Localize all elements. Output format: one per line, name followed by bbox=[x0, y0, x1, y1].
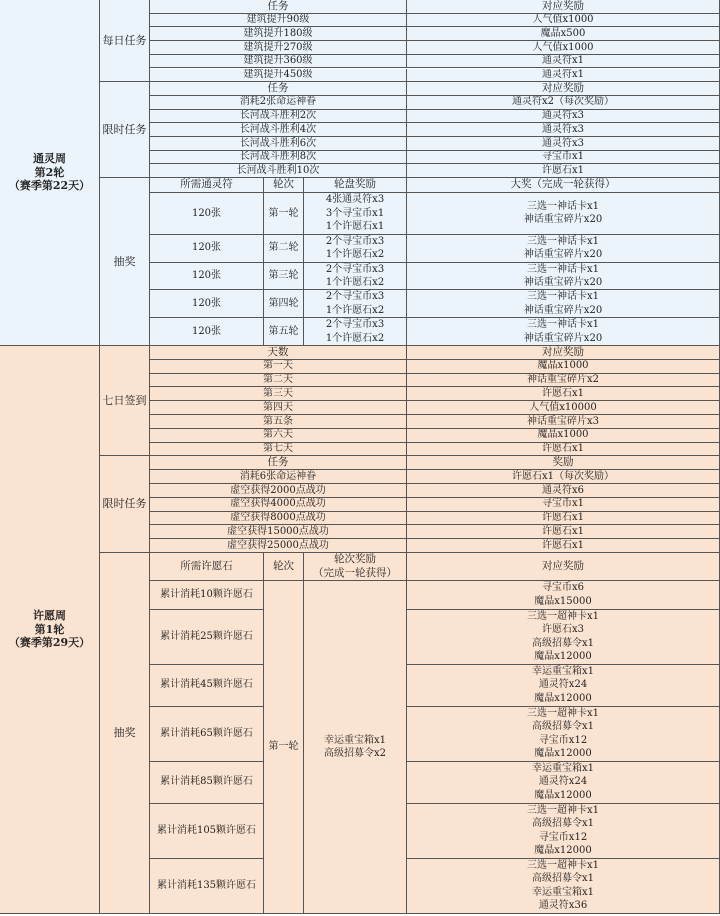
week2-label-line: 第1轮 bbox=[34, 622, 65, 636]
lottery-wheel-rewards bbox=[304, 263, 407, 291]
limited-header-reward: 对应奖励 bbox=[407, 82, 720, 96]
signin-reward: 神话重宝碎片x3 bbox=[407, 415, 720, 429]
limited2-reward: 许愿石x1 bbox=[407, 525, 720, 539]
daily-task: 建筑提升180级 bbox=[150, 27, 407, 41]
lottery2-header-round-reward-line: （完成一轮获得） bbox=[313, 566, 397, 579]
signin-day: 第五条 bbox=[150, 415, 407, 429]
lottery-wheel-rewards-line: 1个许愿石x2 bbox=[325, 277, 385, 288]
lottery-wheel-rewards-line: 2个寻宝币x3 bbox=[325, 319, 385, 331]
lottery-label-2: 抽奖 bbox=[100, 553, 150, 914]
lottery2-header-round-reward-line: 轮次奖励 bbox=[334, 553, 376, 565]
lottery2-cost: 累计消耗45颗许愿石 bbox=[150, 665, 264, 707]
signin-reward: 魔晶x1000 bbox=[407, 429, 720, 443]
lottery2-rewards-line: 魔晶x12000 bbox=[534, 845, 592, 857]
signin-reward: 人气值x10000 bbox=[407, 401, 720, 415]
lottery2-cost: 累计消耗10颗许愿石 bbox=[150, 581, 264, 610]
lottery-round: 第三轮 bbox=[264, 263, 304, 291]
lottery-round: 第二轮 bbox=[264, 235, 304, 263]
lottery-grand-prize bbox=[407, 193, 720, 235]
signin-day: 第一天 bbox=[150, 360, 407, 374]
lottery2-round-reward-line: 高级招募令x2 bbox=[323, 748, 386, 759]
lottery-grand-prize bbox=[407, 263, 720, 291]
limited2-task: 虚空获得8000点战功 bbox=[150, 512, 407, 526]
lottery-wheel-rewards-line: 1个许愿石x2 bbox=[325, 249, 385, 261]
signin-day: 第七天 bbox=[150, 443, 407, 457]
limited-task: 长河战斗胜利6次 bbox=[150, 137, 407, 151]
lottery-grand-prize-line: 神话重宝碎片x20 bbox=[523, 214, 603, 226]
signin-reward: 许愿石x1 bbox=[407, 443, 720, 457]
week2-label-line: （赛季第29天） bbox=[8, 636, 91, 650]
week2-label bbox=[0, 346, 100, 914]
limited2-task: 消耗6张命运神眷 bbox=[150, 470, 407, 484]
lottery2-rewards-line: 魔晶x12000 bbox=[534, 748, 592, 760]
lottery2-rewards-line: 三选一超神卡x1 bbox=[526, 859, 599, 871]
lottery-grand-prize-line: 三选一神话卡x1 bbox=[526, 263, 599, 275]
limited2-reward: 许愿石x1 bbox=[407, 512, 720, 526]
lottery2-rewards-line: 通灵符x24 bbox=[538, 679, 588, 691]
lottery2-rewards-line: 魔晶x12000 bbox=[534, 692, 592, 704]
signin-day: 第六天 bbox=[150, 429, 407, 443]
lottery2-rewards-line: 寻宝币x12 bbox=[538, 831, 588, 843]
limited-reward: 通灵符x3 bbox=[407, 123, 720, 137]
lottery-cost: 120张 bbox=[150, 235, 264, 263]
limited2-reward: 通灵符x6 bbox=[407, 484, 720, 498]
lottery-cost: 120张 bbox=[150, 193, 264, 235]
limited-reward: 寻宝币x1 bbox=[407, 151, 720, 165]
lottery-grand-prize bbox=[407, 235, 720, 263]
limited-reward: 许愿石x1 bbox=[407, 164, 720, 178]
daily-tasks-label: 每日任务 bbox=[100, 0, 150, 82]
lottery2-rewards bbox=[407, 665, 720, 707]
signin-day: 第二天 bbox=[150, 374, 407, 388]
lottery2-rewards bbox=[407, 707, 720, 762]
lottery2-rewards-line: 幸运重宝箱x1 bbox=[531, 665, 594, 677]
daily-task: 建筑提升360级 bbox=[150, 55, 407, 69]
lottery-wheel-rewards bbox=[304, 235, 407, 263]
lottery2-rewards-line: 高级招募令x1 bbox=[531, 637, 594, 649]
limited-header-task: 任务 bbox=[150, 82, 407, 96]
lottery2-cost: 累计消耗25颗许愿石 bbox=[150, 610, 264, 665]
limited-task: 长河战斗胜利4次 bbox=[150, 123, 407, 137]
signin-header-reward: 对应奖励 bbox=[407, 346, 720, 360]
lottery2-cost: 累计消耗105颗许愿石 bbox=[150, 804, 264, 859]
week1-label-line: 第2轮 bbox=[34, 165, 65, 179]
lottery-round: 第一轮 bbox=[264, 193, 304, 235]
lottery-wheel-rewards bbox=[304, 318, 407, 346]
lottery-grand-prize-line: 神话重宝碎片x20 bbox=[523, 332, 603, 344]
lottery2-rewards-line: 高级招募令x1 bbox=[531, 873, 594, 885]
lottery2-cost: 累计消耗85颗许愿石 bbox=[150, 762, 264, 804]
lottery-grand-prize-line: 神话重宝碎片x20 bbox=[523, 277, 603, 288]
lottery2-rewards-line: 魔晶x15000 bbox=[534, 595, 592, 607]
lottery2-rewards-line: 三选一超神卡x1 bbox=[526, 804, 599, 816]
lottery2-round: 第一轮 bbox=[264, 581, 304, 914]
lottery2-header-round-reward bbox=[304, 553, 407, 581]
lottery-grand-prize-line: 神话重宝碎片x20 bbox=[523, 304, 603, 316]
limited-tasks-label: 限时任务 bbox=[100, 82, 150, 178]
lottery2-cost: 累计消耗65颗许愿石 bbox=[150, 707, 264, 762]
lottery2-rewards-line: 幸运重宝箱x1 bbox=[531, 762, 594, 774]
lottery2-rewards-line: 寻宝币x6 bbox=[541, 582, 584, 594]
lottery-wheel-rewards-line: 3个寻宝币x1 bbox=[325, 207, 385, 219]
daily-task: 建筑提升90级 bbox=[150, 14, 407, 28]
daily-reward: 通灵符x1 bbox=[407, 55, 720, 69]
lottery-label: 抽奖 bbox=[100, 178, 150, 346]
daily-reward: 人气值x1000 bbox=[407, 41, 720, 55]
lottery2-rewards bbox=[407, 804, 720, 859]
week2-label-line: 许愿周 bbox=[33, 609, 66, 623]
signin-reward: 魔晶x1000 bbox=[407, 360, 720, 374]
lottery-grand-prize-line: 三选一神话卡x1 bbox=[526, 200, 599, 212]
limited-reward: 通灵符x3 bbox=[407, 110, 720, 124]
limited2-reward: 许愿石x1（每次奖励） bbox=[407, 470, 720, 484]
signin-label: 七日签到 bbox=[100, 346, 150, 456]
lottery2-rewards bbox=[407, 581, 720, 610]
week1-label bbox=[0, 0, 100, 346]
lottery2-rewards-line: 许愿石x3 bbox=[541, 624, 584, 636]
lottery2-rewards bbox=[407, 859, 720, 914]
lottery2-round-reward bbox=[304, 581, 407, 914]
lottery2-rewards bbox=[407, 762, 720, 804]
limited2-task: 虚空获得2000点战功 bbox=[150, 484, 407, 498]
signin-reward: 许愿石x1 bbox=[407, 387, 720, 401]
lottery2-round-reward-line: 幸运重宝箱x1 bbox=[323, 734, 386, 746]
daily-task: 建筑提升270级 bbox=[150, 41, 407, 55]
lottery2-rewards-line: 三选一超神卡x1 bbox=[526, 610, 599, 622]
lottery2-rewards-line: 魔晶x12000 bbox=[534, 651, 592, 663]
lottery2-rewards-line: 三选一超神卡x1 bbox=[526, 707, 599, 719]
limited-reward: 通灵符x2（每次奖励） bbox=[407, 96, 720, 110]
limited-tasks-label-2: 限时任务 bbox=[100, 456, 150, 553]
limited-task: 长河战斗胜利10次 bbox=[150, 164, 407, 178]
lottery2-rewards-line: 高级招募令x1 bbox=[531, 721, 594, 733]
lottery2-rewards-line: 寻宝币x12 bbox=[538, 734, 588, 746]
lottery2-header-reward: 对应奖励 bbox=[407, 553, 720, 581]
lottery2-rewards bbox=[407, 610, 720, 665]
limited2-task: 虚空获得25000点战功 bbox=[150, 539, 407, 553]
lottery-round: 第五轮 bbox=[264, 318, 304, 346]
lottery-wheel-rewards-line: 1个许愿石x1 bbox=[325, 221, 385, 233]
lottery-grand-prize-line: 三选一神话卡x1 bbox=[526, 235, 599, 247]
lottery-header-wheel: 轮盘奖励 bbox=[304, 178, 407, 193]
daily-header-task: 任务 bbox=[150, 0, 407, 14]
lottery-round: 第四轮 bbox=[264, 290, 304, 318]
limited2-header-reward: 奖励 bbox=[407, 456, 720, 470]
lottery2-rewards-line: 魔晶x12000 bbox=[534, 789, 592, 801]
lottery-grand-prize-line: 三选一神话卡x1 bbox=[526, 291, 599, 303]
limited2-task: 虚空获得4000点战功 bbox=[150, 498, 407, 512]
daily-reward: 通灵符x1 bbox=[407, 69, 720, 83]
lottery-wheel-rewards-line: 1个许愿石x2 bbox=[325, 332, 385, 344]
lottery2-rewards-line: 通灵符x24 bbox=[538, 776, 588, 788]
week1-label-line: （赛季第22天） bbox=[8, 179, 91, 193]
lottery2-rewards-line: 高级招募令x1 bbox=[531, 818, 594, 830]
limited2-reward: 寻宝币x1 bbox=[407, 498, 720, 512]
lottery-wheel-rewards-line: 4张通灵符x3 bbox=[325, 194, 385, 206]
lottery-cost: 120张 bbox=[150, 290, 264, 318]
limited-task: 消耗2张命运神眷 bbox=[150, 96, 407, 110]
week1-label-line: 通灵周 bbox=[33, 152, 66, 166]
lottery2-header-round: 轮次 bbox=[264, 553, 304, 581]
lottery-cost: 120张 bbox=[150, 263, 264, 291]
lottery-header-cost: 所需通灵符 bbox=[150, 178, 264, 193]
lottery2-rewards-line: 通灵符x36 bbox=[538, 900, 588, 912]
signin-day: 第三天 bbox=[150, 387, 407, 401]
daily-header-reward: 对应奖励 bbox=[407, 0, 720, 14]
limited2-header-task: 任务 bbox=[150, 456, 407, 470]
daily-reward: 人气值x1000 bbox=[407, 14, 720, 28]
lottery-grand-prize-line: 神话重宝碎片x20 bbox=[523, 249, 603, 261]
signin-header-day: 天数 bbox=[150, 346, 407, 360]
lottery-wheel-rewards-line: 2个寻宝币x3 bbox=[325, 235, 385, 247]
limited-reward: 通灵符x3 bbox=[407, 137, 720, 151]
signin-reward: 神话重宝碎片x2 bbox=[407, 374, 720, 388]
lottery-wheel-rewards bbox=[304, 290, 407, 318]
lottery-grand-prize bbox=[407, 290, 720, 318]
lottery2-header-cost: 所需许愿石 bbox=[150, 553, 264, 581]
limited-task: 长河战斗胜利8次 bbox=[150, 151, 407, 165]
limited2-reward: 许愿石x1 bbox=[407, 539, 720, 553]
lottery-wheel-rewards bbox=[304, 193, 407, 235]
signin-day: 第四天 bbox=[150, 401, 407, 415]
lottery-cost: 120张 bbox=[150, 318, 264, 346]
lottery2-rewards-line: 幸运重宝箱x1 bbox=[531, 886, 594, 898]
lottery-wheel-rewards-line: 1个许愿石x2 bbox=[325, 304, 385, 316]
lottery-wheel-rewards-line: 2个寻宝币x3 bbox=[325, 263, 385, 275]
daily-task: 建筑提升450级 bbox=[150, 69, 407, 83]
lottery-grand-prize bbox=[407, 318, 720, 346]
lottery-header-grand: 大奖（完成一轮获得） bbox=[407, 178, 720, 193]
lottery-grand-prize-line: 三选一神话卡x1 bbox=[526, 319, 599, 331]
lottery-wheel-rewards-line: 2个寻宝币x3 bbox=[325, 291, 385, 303]
lottery-header-round: 轮次 bbox=[264, 178, 304, 193]
lottery2-cost: 累计消耗135颗许愿石 bbox=[150, 859, 264, 914]
limited-task: 长河战斗胜利2次 bbox=[150, 110, 407, 124]
limited2-task: 虚空获得15000点战功 bbox=[150, 525, 407, 539]
daily-reward: 魔晶x500 bbox=[407, 27, 720, 41]
